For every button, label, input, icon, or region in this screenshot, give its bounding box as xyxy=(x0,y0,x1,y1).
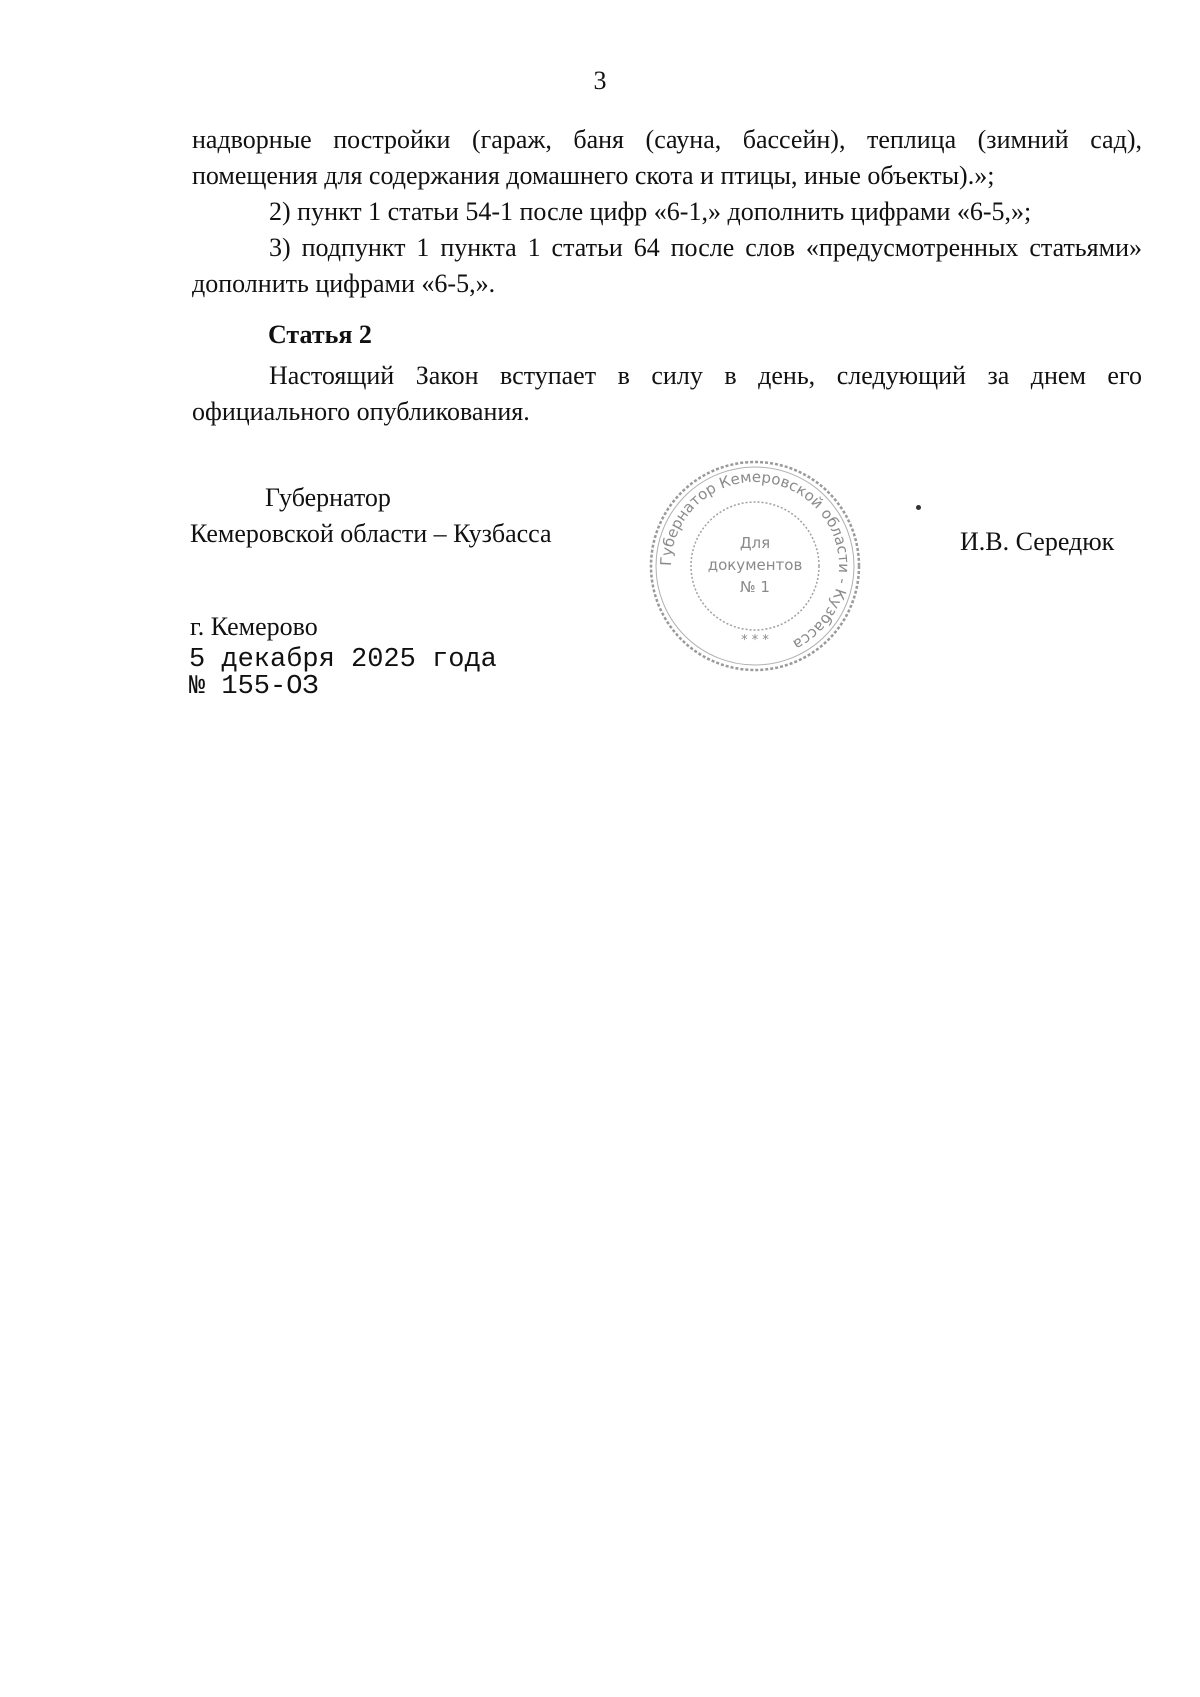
signing-date: 5 декабря 2025 года xyxy=(189,645,497,675)
law-number: № 155-ОЗ xyxy=(189,672,319,702)
seal-center-line-3: № 1 xyxy=(740,578,770,596)
seal-stars: * * * xyxy=(741,633,769,648)
signing-city: г. Кемерово xyxy=(190,612,318,641)
article-2-text: Настоящий Закон вступает в силу в день, следующий за днем его официального опубликования. xyxy=(192,361,1142,426)
seal-center-line-2: документов xyxy=(707,556,803,574)
ink-dot xyxy=(916,505,921,510)
signatory-position: Губернатор xyxy=(265,483,391,512)
paragraph-item-3: 3) подпункт 1 пункта 1 статьи 64 после слов «предусмотренных статьями» дополнить цифрами «6-5,». xyxy=(192,233,1142,298)
official-seal-stamp xyxy=(645,456,865,676)
seal-ring-text: Губернатор Кемеровской области - Кузбасса xyxy=(656,467,854,654)
paragraph-continuation: надворные постройки (гараж, баня (сауна, бассейн), теплица (зимний сад), помещения для содержания домашнего скота и птицы, иные объекты).»; xyxy=(192,125,1142,190)
article-2-title: Статья 2 xyxy=(268,320,372,349)
amendment-text xyxy=(192,122,1142,302)
signatory-name: И.В. Середюк xyxy=(960,527,1115,556)
seal-center-line-1: Для xyxy=(739,534,771,552)
page-number: 3 xyxy=(593,66,607,95)
signatory-region: Кемеровской области – Кузбасса xyxy=(190,519,552,548)
paragraph-item-2: 2) пункт 1 статьи 54-1 после цифр «6-1,» дополнить цифрами «6-5,»; xyxy=(269,197,1032,226)
